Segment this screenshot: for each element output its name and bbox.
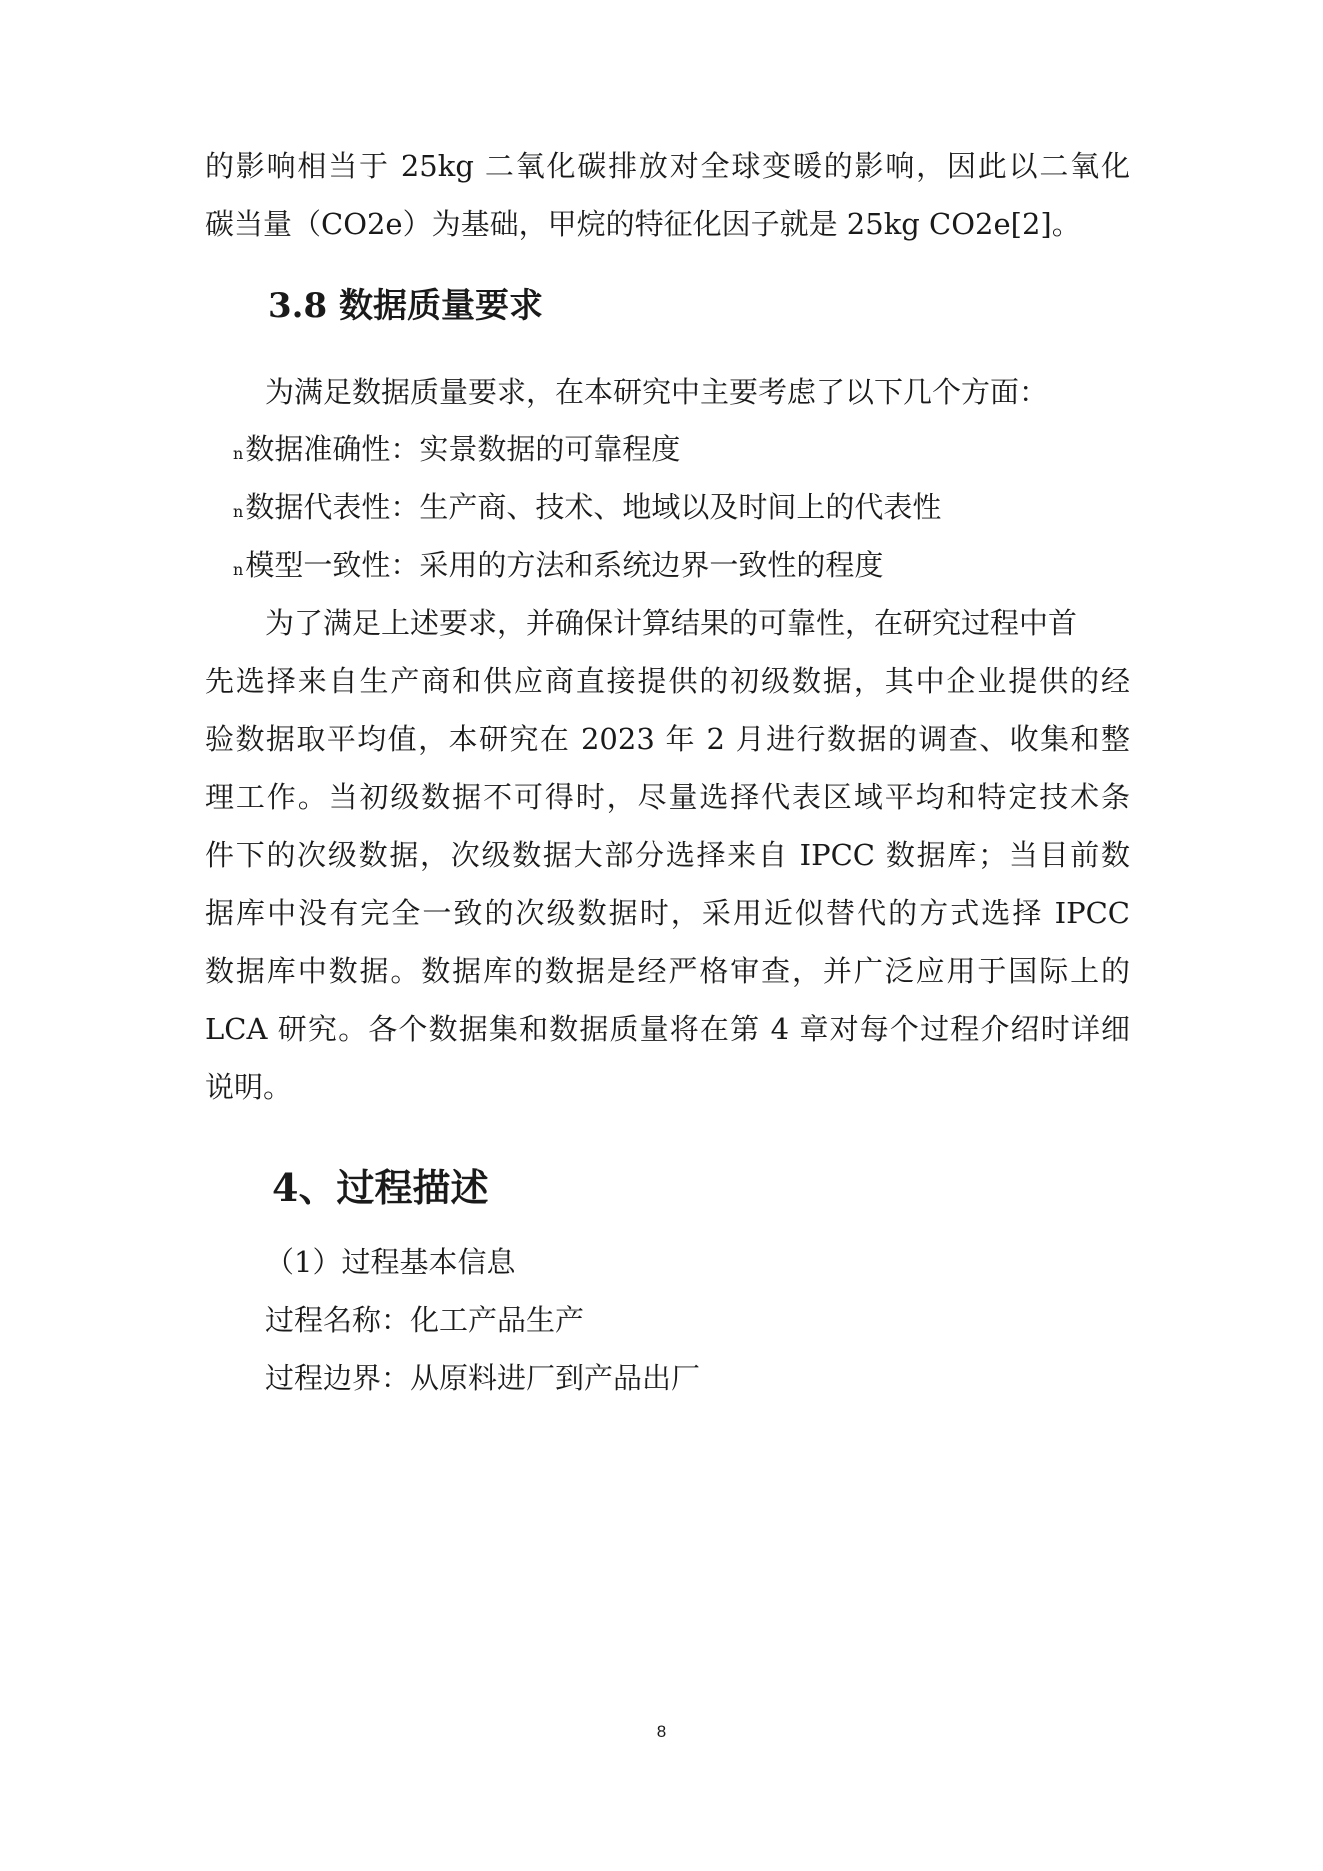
paragraph-line: 验数据取平均值，本研究在 2023 年 2 月进行数据的调查、收集和整 [205,722,1130,756]
paragraph-line: 理工作。当初级数据不可得时，尽量选择代表区域平均和特定技术条 [205,780,1130,814]
section-3-8-heading: 3.8 数据质量要求 [268,286,543,326]
bullet-item [233,429,680,474]
paragraph-line: 数据库中数据。数据库的数据是经严格审查，并广泛应用于国际上的 [205,954,1130,988]
bullet-item [233,487,941,532]
bullet-text: 数据准确性：实景数据的可靠程度 [245,432,681,466]
subheading: （1）过程基本信息 [265,1245,516,1279]
bullet-marker: n [233,444,244,463]
paragraph-line: 说明。 [205,1070,293,1104]
intro-line-1: 的影响相当于 25kg 二氧化碳排放对全球变暖的影响，因此以二氧化 [205,149,1130,183]
bullet-marker: n [233,502,244,521]
section-3-8-intro: 为满足数据质量要求，在本研究中主要考虑了以下几个方面： [265,375,1049,409]
paragraph-line: 据库中没有完全一致的次级数据时，采用近似替代的方式选择 IPCC [205,896,1130,930]
page-number: 8 [656,1722,667,1741]
intro-line-2: 碳当量（CO2e）为基础，甲烷的特征化因子就是 25kg CO2e[2]。 [205,207,1081,241]
bullet-text: 数据代表性：生产商、技术、地域以及时间上的代表性 [245,490,942,524]
process-boundary: 过程边界：从原料进厂到产品出厂 [265,1361,701,1395]
paragraph-line: LCA 研究。各个数据集和数据质量将在第 4 章对每个过程介绍时详细 [205,1012,1130,1046]
bullet-marker: n [233,560,244,579]
bullet-item [233,545,883,590]
paragraph-line: 先选择来自生产商和供应商直接提供的初级数据，其中企业提供的经 [205,664,1130,698]
bullet-text: 模型一致性：采用的方法和系统边界一致性的程度 [245,548,884,582]
process-name: 过程名称：化工产品生产 [265,1303,585,1337]
section-4-heading: 4、过程描述 [272,1165,489,1210]
paragraph-line: 为了满足上述要求，并确保计算结果的可靠性，在研究过程中首 [265,606,1078,640]
paragraph-line: 件下的次级数据，次级数据大部分选择来自 IPCC 数据库；当目前数 [205,838,1130,872]
